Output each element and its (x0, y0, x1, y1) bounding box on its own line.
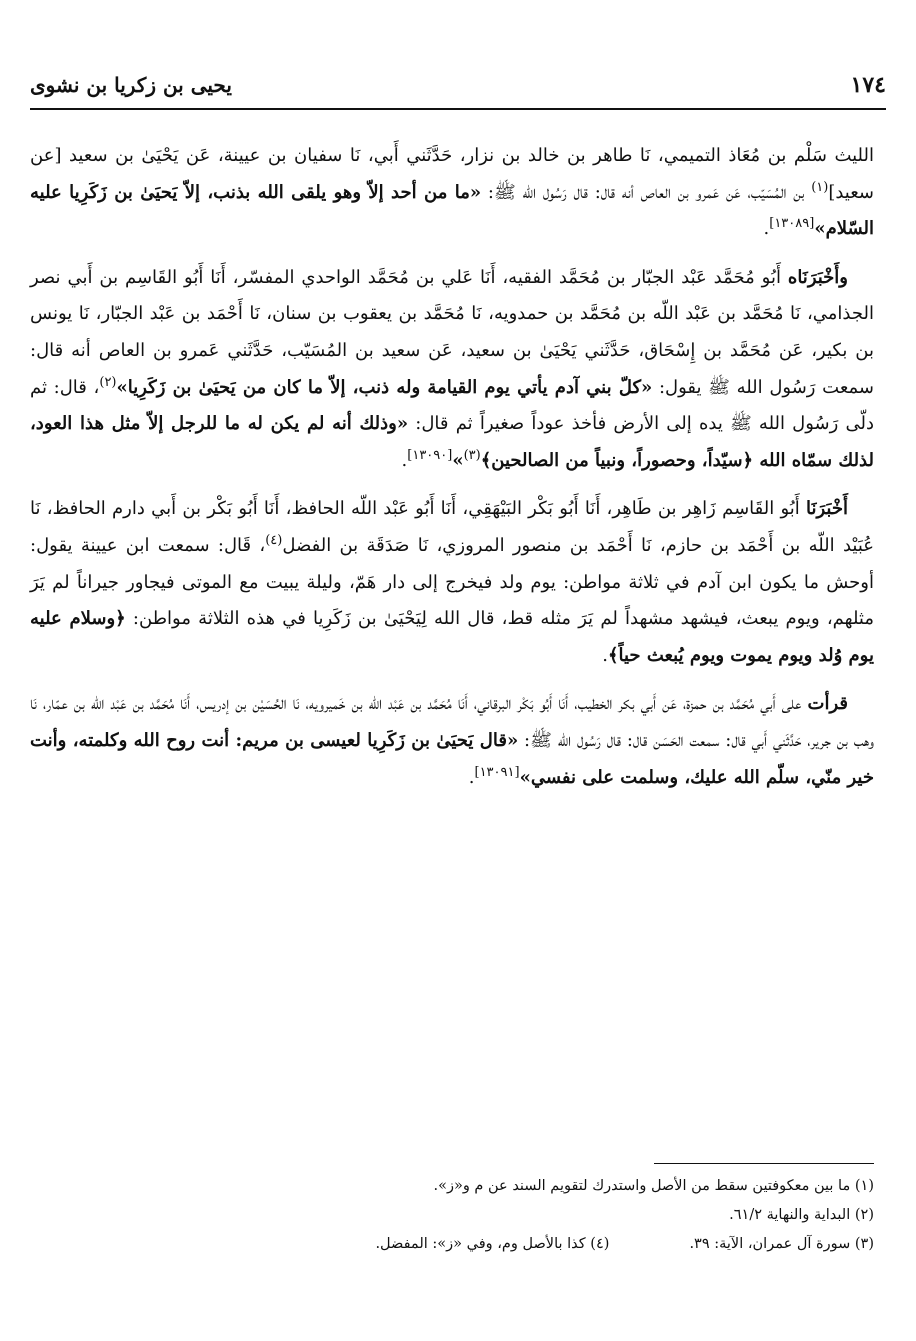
header-rule (30, 108, 886, 110)
hadith-quote: «وذلك أنه لم يكن له ما للرجل إلاّ مثل هذا العود، لذلك سمّاه الله ﴿سيّداً، وحصوراً، ونبياً من الصالحين﴾ (30, 413, 874, 471)
reference-marker: [١٣٠٩٠] (407, 447, 453, 463)
paragraph-text: ، قال: ثم دلّى رَسُول الله ﷺ يده إلى الأرض فأخذ عوداً صغيراً ثم قال: (30, 376, 875, 435)
paragraph (30, 138, 874, 248)
reference-marker: (٢) (99, 374, 117, 390)
hadith-quote: » (452, 449, 464, 471)
paragraph-text: أَبُو القَاسِم زَاهِر بن طَاهِر، أَنَا أَبُو بَكْر البَيْهَقِي، أَنَا أَبُو عَبْد اللّه الحافظ، أَنَا أَبُو بَكْر بن أَبي دارم الحافظ، نَا عُبَيْد اللّه بن أَحْمَد بن حازم، نَا أَحْمَد بن منصور المروزي، نَا صَدَقَة بن الفضل (30, 498, 874, 556)
footnote-2 (30, 1201, 874, 1230)
footnote-number: (٢) (854, 1207, 874, 1223)
footnote-number: (٤) (590, 1236, 610, 1252)
running-head: يحيى بن زكريا بن نشوى (30, 73, 232, 97)
reference-marker: (٤) (265, 532, 283, 548)
isnad-lead-word: وأَخْبَرَنَاه (787, 266, 848, 288)
page-number: ١٧٤ (850, 72, 886, 98)
hadith-quote: «قال يَحيَىٰ بن زَكَرِيا لعيسى بن مريم: أنت روح الله وكلمته، وأنت خير منّي، سلّم الله عليك، وسلمت على نفسي» (30, 729, 874, 788)
paragraph (30, 491, 874, 674)
paragraph-text: . (401, 449, 408, 471)
paragraph-text: . (468, 766, 475, 788)
reference-marker: (٣) (463, 447, 481, 463)
paragraph (30, 686, 874, 796)
isnad-lead-word: أَخْبَرَنَا (806, 498, 848, 520)
reference-marker: [١٣٠٨٩] (769, 216, 815, 232)
footnote-text: البداية والنهاية ٦١/٢. (729, 1207, 851, 1223)
hadith-quote: ﴿وسلام عليه يوم وُلد ويوم يموت ويوم يُبعث حياً﴾ (30, 608, 874, 666)
footnote-1 (30, 1172, 874, 1201)
paragraph-text: الليث سَلْم بن مُعَاذ التميمي، نَا طاهر بن خالد بن نزار، حَدَّثَني أَبي، نَا سفيان بن عيينة، عَن يَحْيَىٰ بن سعيد [عن سعيد] (30, 145, 874, 203)
hadith-quote: «ما من أحد إلاّ وهو يلقى الله بذنب، إلاّ يَحيَىٰ بن زَكَرِيا عليه السّلام» (30, 181, 874, 240)
footnote-rule (654, 1163, 874, 1164)
footnote-text: سورة آل عمران، الآية: ٣٩. (689, 1236, 851, 1252)
footnote-text: كذا بالأصل وم، وفي «ز»: المفضل. (375, 1236, 586, 1252)
paragraph-text: . (763, 218, 770, 240)
page-header (30, 60, 886, 110)
footnote-number: (٣) (854, 1236, 874, 1252)
paragraph-text: . (602, 644, 608, 666)
paragraph-text: ، قَال: سمعت ابن عيينة يقول: أوحش ما يكون ابن آدم في ثلاثة مواطن: يوم ولد فيخرج إلى دار هَمّ، وليلة يبيت مع الموتى فيجاور جيراناً لم يَرَ مثلهم، ويوم يبعث، فيشهد مشهداً لم يَرَ مثله قط، قال الله لِيَحْيَىٰ بن زَكَرِيا في هذه الثلاثة مواطن: (30, 534, 874, 630)
isnad-lead-word: قرأت (807, 693, 848, 715)
footnotes (30, 1172, 874, 1259)
paragraph-text: أَبُو مُحَمَّد عَبْد الجبّار بن مُحَمَّد الفقيه، أَنَا عَلي بن مُحَمَّد الواحدي المفسّر، أَنَا أَبُو القَاسِم بن أَبي نصر الجذامي، نَا مُحَمَّد بن عَبْد اللّه بن مُحَمَّد بن حمدويه، نَا مُحَمَّد بن يعقوب بن سنان، نَا أَحْمَد بن عَبْد الجبّار، نَا يونس بن بكير، عَن مُحَمَّد بن إِسْحَاق، حَدَّثَني يَحْيَىٰ بن سعيد، عَن سعيد بن المُسَيّب، حَدَّثَني عَمرو بن العاص أنه قال: سمعت رَسُول الله ﷺ يقول: (30, 266, 874, 398)
footnote-3 (689, 1230, 874, 1259)
paragraph-text: بن المُسَيّب، عَن عَمرو بن العاص أنه قال: قال رَسُول الله ﷺ: (481, 181, 812, 203)
hadith-quote: «كلّ بني آدم يأتي يوم القيامة وله ذنب، إلاّ ما كان من يَحيَىٰ بن زَكَرِيا» (116, 376, 653, 398)
reference-marker: (١) (811, 179, 829, 195)
footnote-number: (١) (854, 1178, 874, 1194)
paragraph-text: على أَبي مُحَمَّد بن حمزة، عَن أَبي بكر الخطيب، أَنَا أَبُو بَكْر البرقاني، أَنَا مُحَمَّد بن عَبْد اللّه بن خَميرويه، نَا الحُسَيْن بن إدريس، أَنَا مُحَمَّد بن عَبْد اللّه بن عمّار، نَا وهب بن جرير، حَدَّثَني أَبي قال: سمعت الحَسَن قال: قال رَسُول الله ﷺ: (30, 693, 874, 751)
reference-marker: [١٣٠٩١] (474, 764, 520, 780)
paragraph (30, 260, 874, 480)
footnote-row (30, 1230, 874, 1259)
footnote-4 (375, 1230, 609, 1259)
footnote-text: ما بين معكوفتين سقط من الأصل واستدرك لتقويم السند عن م و«ز». (433, 1178, 851, 1194)
main-text (30, 138, 874, 808)
